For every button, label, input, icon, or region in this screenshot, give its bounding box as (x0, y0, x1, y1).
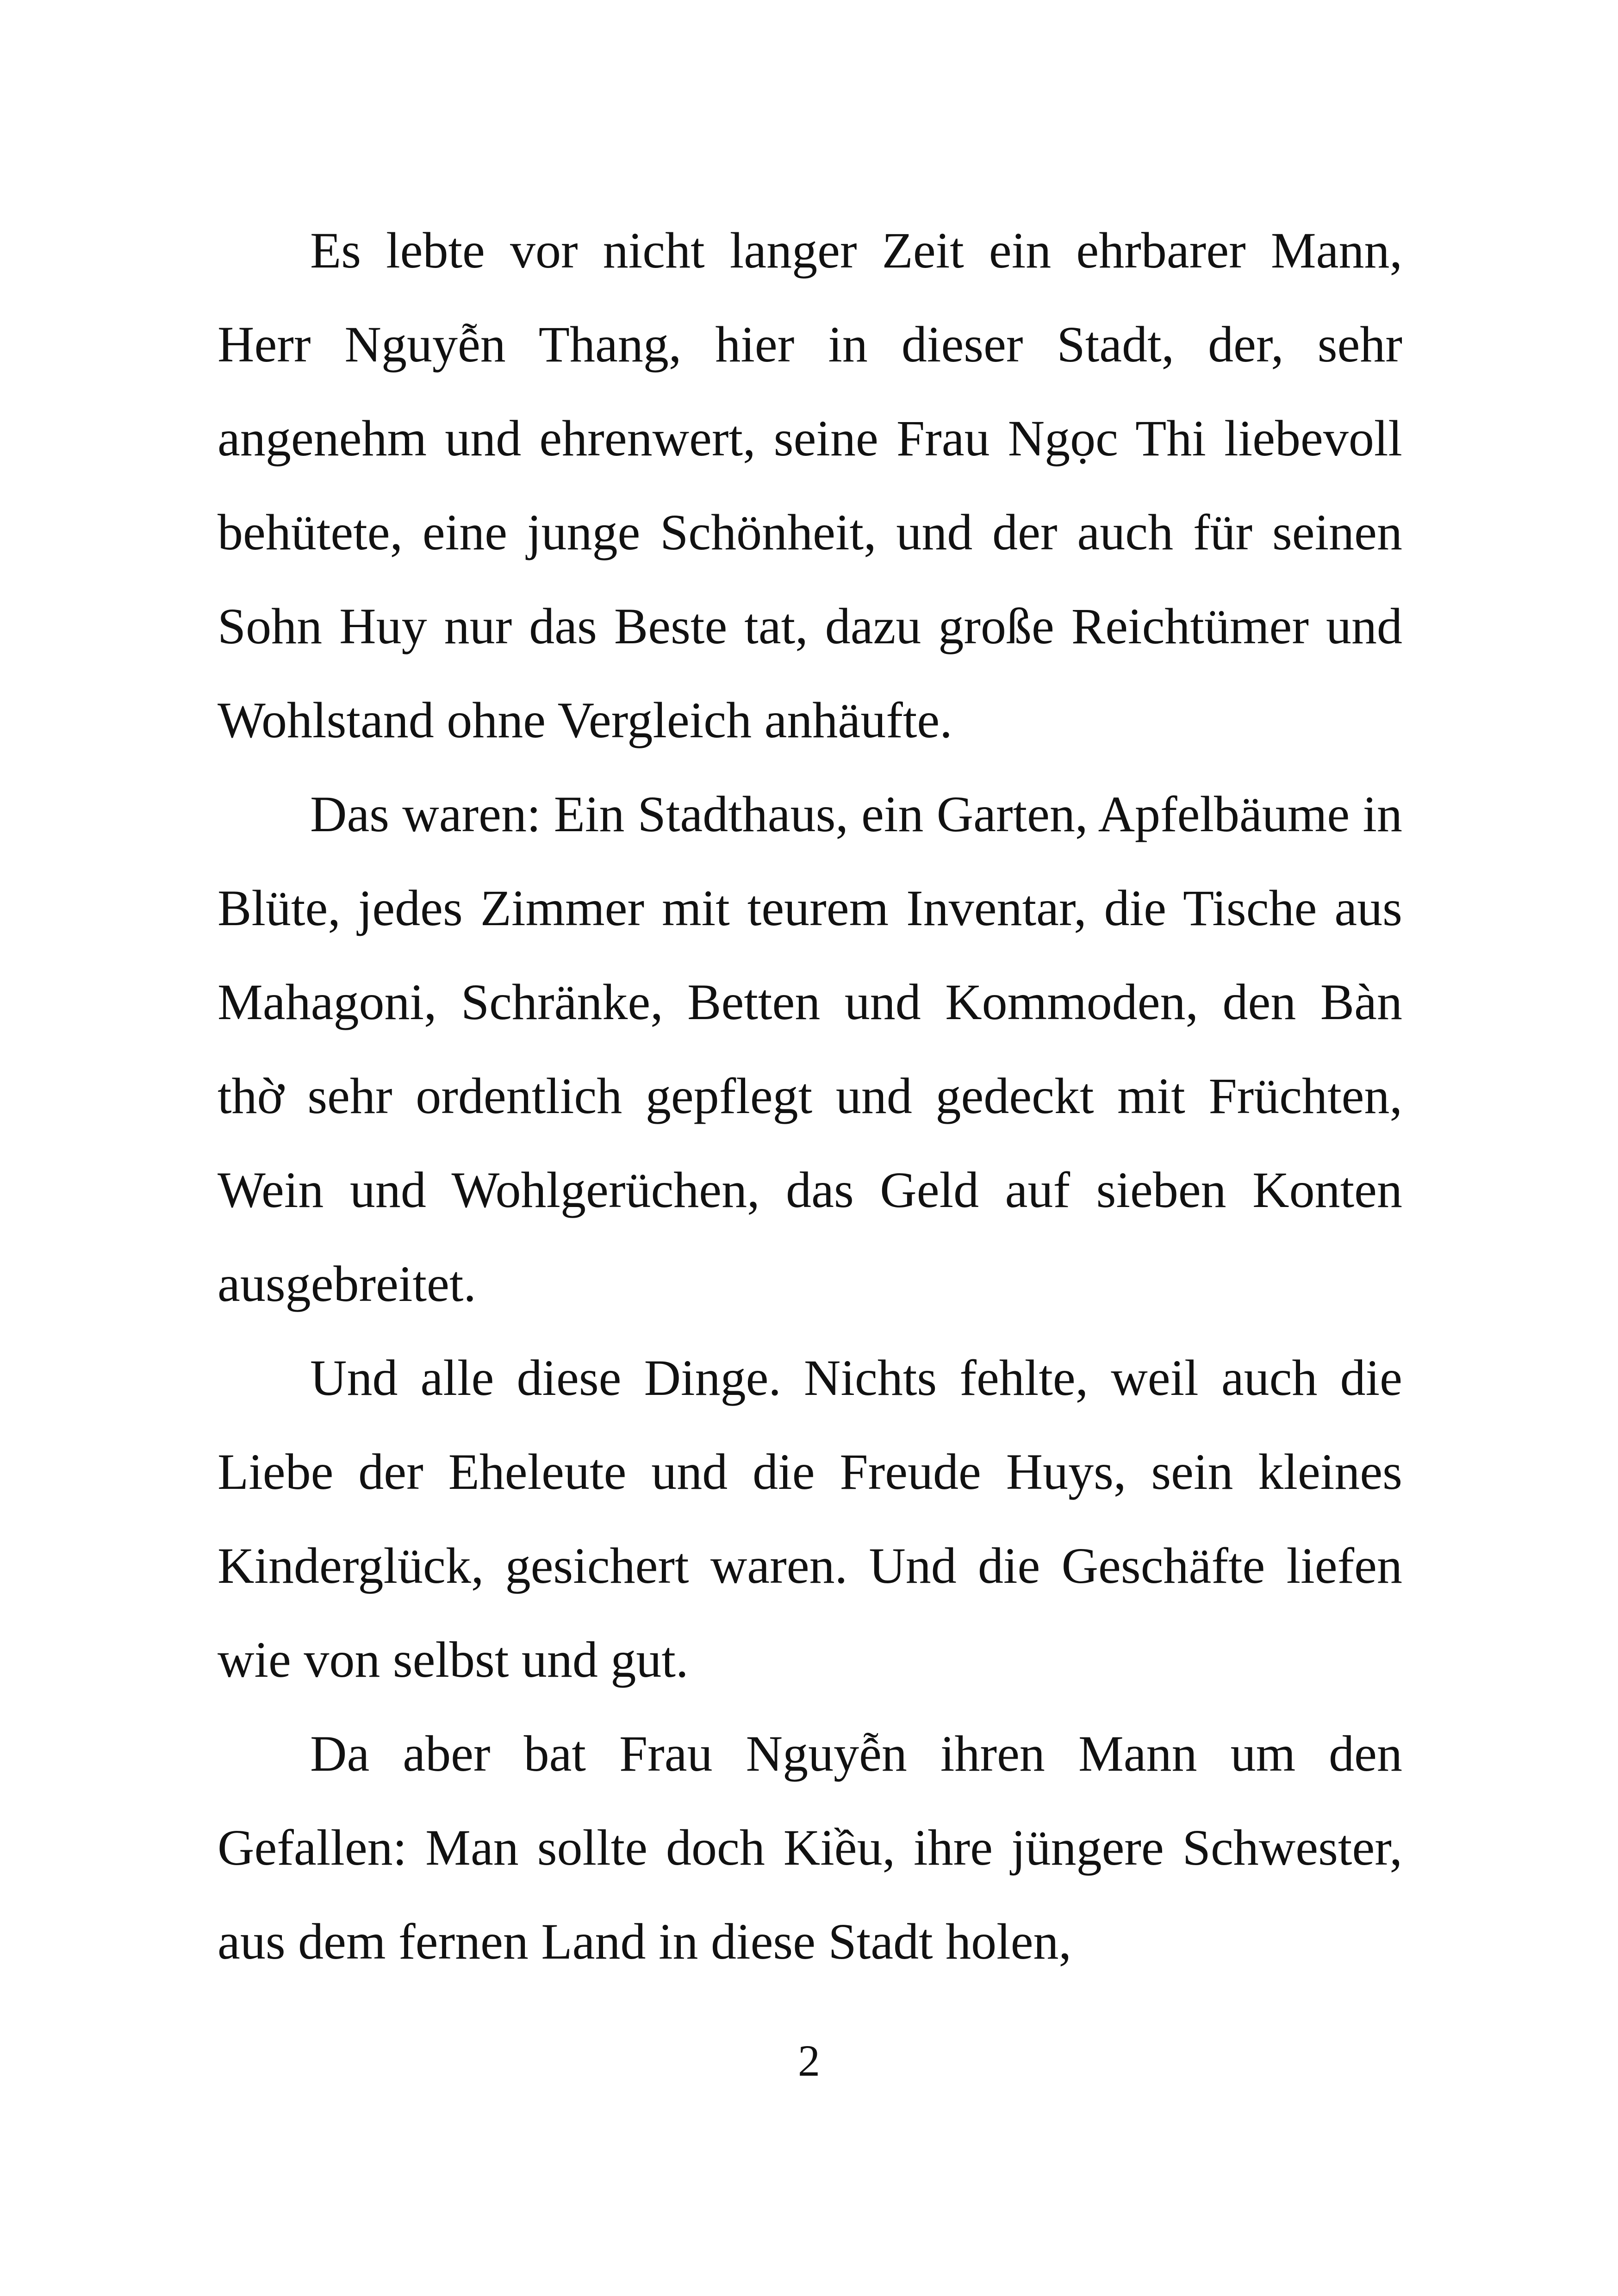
body-text (218, 204, 1402, 1989)
paragraph-3: Und alle diese Dinge. Nichts fehlte, weil auch die Liebe der Eheleute und die Freude Huys, sein kleines Kinderglück, gesichert waren. Und die Geschäfte liefen wie von selbst und gut. (218, 1350, 1402, 1688)
paragraph-4: Da aber bat Frau Nguyễn ihren Mann um den Gefallen: Man sollte doch Kiều, ihre jüngere Schwester, aus dem fernen Land in diese Stadt holen, (218, 1725, 1402, 1970)
paragraph-2: Das waren: Ein Stadthaus, ein Garten, Apfelbäume in Blüte, jedes Zimmer mit teurem Inventar, die Tische aus Mahagoni, Schränke, Betten und Kommoden, den Bàn thờ sehr ordentlich gepflegt und gedeckt mit Früchten, Wein und Wohlgerüchen, das Geld auf sieben Konten ausgebreitet. (218, 786, 1402, 1312)
paragraph-1: Es lebte vor nicht langer Zeit ein ehrbarer Mann, Herr Nguyễn Thang, hier in dieser Stadt, der, sehr angenehm und ehrenwert, seine Frau Ngọc Thi liebevoll behütete, eine junge Schönheit, und der auch für seinen Sohn Huy nur das Beste tat, dazu große Reichtümer und Wohlstand ohne Vergleich anhäufte. (218, 222, 1402, 748)
page-number: 2 (798, 2036, 820, 2085)
